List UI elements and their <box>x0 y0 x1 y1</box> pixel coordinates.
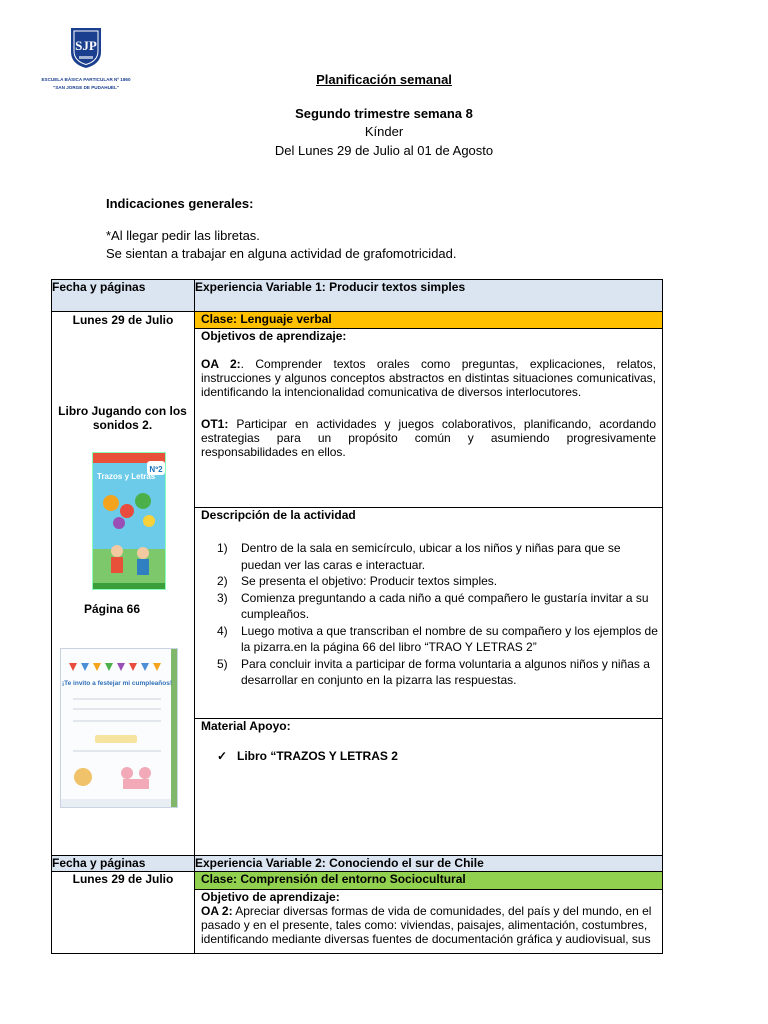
objectives-title: Objetivos de aprendizaje: <box>201 329 347 343</box>
row2-objectives-cell <box>195 872 663 954</box>
row2-date: Lunes 29 de Julio <box>72 872 174 886</box>
table-header-row-1 <box>52 280 663 312</box>
header2-dates-pages: Fecha y páginas <box>52 856 195 872</box>
cover-title: Trazos y Letras <box>97 472 156 481</box>
table-row-2 <box>52 872 663 954</box>
row1-left-cell <box>52 312 195 856</box>
activity-step: 4) Luego motiva a que transcriban el nombre de su compañero y los ejemplos de la pizarra.en la página 66 del libro “TRAO Y LETRAS 2” <box>217 623 658 654</box>
row1-date: Lunes 29 de Julio <box>72 313 174 327</box>
activity-steps-list <box>217 540 662 689</box>
document-dates: Del Lunes 29 de Julio al 01 de Agosto <box>274 143 494 158</box>
school-name-line2: "SAN JORGE DE PUDAHUEL" <box>53 85 119 90</box>
activity-step: 3) Comienza preguntando a cada niño a qué compañero le gustaría invitar a su cumpleaños. <box>217 590 649 621</box>
row2-objective-title: Objetivo de aprendizaje: <box>195 889 662 904</box>
row1-objectives-cell <box>195 312 663 508</box>
school-name-line1: ESCUELA BÁSICA PARTICULAR Nº 1860 <box>41 77 131 82</box>
oa2-paragraph <box>195 357 662 399</box>
row1-description-cell <box>195 508 663 719</box>
indications-title: Indicaciones generales: <box>106 196 254 211</box>
activity-step: 5) Para concluir invita a participar de forma voluntaria a algunos niños y niñas a desarrollar en conjunto en la pizarra las respuestas. <box>217 656 650 687</box>
indications-line-2: Se sientan a trabajar en alguna actividad de grafomotricidad. <box>106 246 457 261</box>
book-title: Libro Jugando con los sonidos 2. <box>58 404 187 432</box>
header-experience-2: Experiencia Variable 2: Conociendo el sur de Chile <box>195 856 663 872</box>
school-shield-icon <box>68 26 104 70</box>
logo-monogram: SJP <box>75 38 97 53</box>
header-dates-pages: Fecha y páginas <box>52 280 195 312</box>
row2-oa2-paragraph <box>195 904 662 946</box>
material-item-label: Libro “TRAZOS Y LETRAS 2 <box>237 749 398 763</box>
header-experience-1: Experiencia Variable 1: Producir textos simples <box>195 280 663 312</box>
checkmark-icon: ✓ <box>217 749 228 763</box>
page-label: Página 66 <box>84 602 141 616</box>
class-label-sociocultural: Clase: Comprensión del entorno Sociocultural <box>195 872 662 889</box>
row2-left-cell <box>52 872 195 954</box>
row1-material-cell <box>195 719 663 856</box>
cover-badge: Nº2 <box>149 465 163 474</box>
oa2-text: . Comprender textos orales como preguntas, explicaciones, relatos, instrucciones y algunos conceptos abstractos en distintas situaciones comunicativas, identificando la intencionalidad comunicativa de diversos interlocutores. <box>201 357 656 399</box>
book-cover-illustration <box>93 453 166 590</box>
activity-step: 1) Dentro de la sala en semicírculo, ubicar a los niños y niñas para que se puedan ver las caras e interactuar. <box>217 541 621 572</box>
book-page-image <box>60 648 178 808</box>
activity-step: 2) Se presenta el objetivo: Producir textos simples. <box>217 574 498 588</box>
oa2-label: OA 2: <box>201 357 241 371</box>
planning-table <box>51 279 663 954</box>
table-header-row-2 <box>52 856 663 872</box>
document-title: Planificación semanal <box>316 72 452 87</box>
ot1-paragraph <box>195 417 662 459</box>
row2-oa2-text: Apreciar diversas formas de vida de comunidades, del país y del mundo, en el pasado y en el presente, tales como: viviendas, paisajes, alimentación, costumbres, identificando mediante diversas fuentes de documentación gráfica y audiovisual, sus <box>201 904 652 946</box>
book-page-illustration <box>61 649 178 808</box>
description-title: Descripción de la actividad <box>201 508 356 522</box>
ot1-label: OT1: <box>201 417 229 431</box>
material-item <box>217 749 662 763</box>
document-subtitle: Segundo trimestre semana 8 <box>295 106 473 121</box>
indications-line-1: *Al llegar pedir las libretas. <box>106 228 260 243</box>
book-cover-image <box>92 452 166 590</box>
page-image-heading: ¡Te invito a festejar mi cumpleaños! <box>61 680 173 687</box>
class-label-lenguaje: Clase: Lenguaje verbal <box>195 312 662 329</box>
table-row-1 <box>52 312 663 508</box>
document-level: Kínder <box>364 124 404 139</box>
material-title: Material Apoyo: <box>201 719 291 733</box>
row2-oa2-label: OA 2: <box>201 904 233 918</box>
ot1-text: Participar en actividades y juegos colaborativos, planificando, acordando estrategias para un propósito común y asumiendo progresivamente responsabilidades en ellos. <box>201 417 656 459</box>
